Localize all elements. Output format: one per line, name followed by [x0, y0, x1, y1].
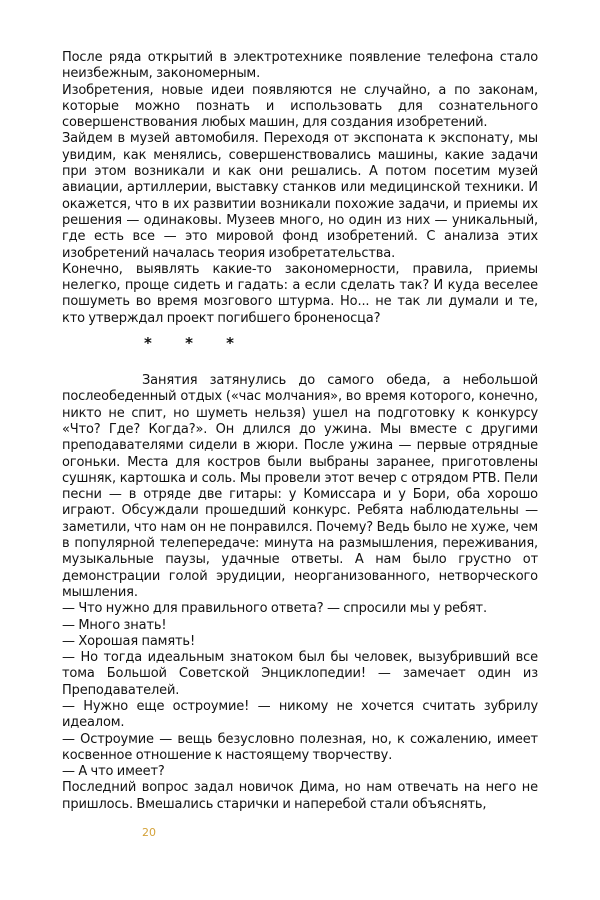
paragraph-inventions: Изобретения, новые идеи появляются не случайно, а по законам, которые можно познать и использовать для сознательного совершенствования любых машин, для создания изобретений.	[62, 82, 538, 131]
dialogue-line: — Много знать!	[62, 617, 167, 633]
dialogue-line: — Остроумие — вещь безусловно полезная, но, к сожалению, имеет косвенное отношение к настоящему творчеству.	[62, 731, 538, 763]
dialogue-line: — Хорошая память!	[62, 633, 196, 649]
paragraph-closing: Последний вопрос задал новичок Дима, но нам отвечать на него не пришлось. Вмешались старички и наперебой стали объяснять,	[62, 780, 538, 812]
dialogue-line: — Но тогда идеальным знатоком был бы человек, вызубривший все тома Большой Советской Энциклопедии! — замечает один из Преподавателей.	[62, 650, 538, 698]
page-body	[62, 50, 538, 813]
page-number: 20	[142, 826, 156, 839]
paragraph-telephone: После ряда открытий в электротехнике появление телефона стало неизбежным, закономерным.	[62, 50, 538, 82]
paragraph-lessons: Занятия затянулись до самого обеда, а небольшой послеобеденный отдых («час молчания», во время которого, конечно, никто не спит, но шуметь нельзя) ушел на подготовку к конкурсу «Что? Где? Когда?». Он длился до ужина. Мы вместе с другими преподавателями сидели в жюри. После ужина — первые отрядные огоньки. Места для костров были выбраны заранее, приготовлены сушняк, картошка и соль. Мы провели этот вечер с отрядом РТВ. Пели песни — в отряде две гитары: у Комиссара и у Бори, оба хорошо играют. Обсуждали прошедший конкурс. Ребята наблюдательны — заметили, что нам он не понравился. Почему? Ведь было не хуже, чем в популярной телепередаче: минута на размышления, переживания, музыкальные паузы, удачные ответы. А нам было грустно от демонстрации голой эрудиции, неорганизованного, нетворческого мышления.	[62, 373, 538, 600]
dialogue-line: — Нужно еще остроумие! — никому не хочется считать зубрилу идеалом.	[62, 698, 538, 731]
dialogue-line: — Что нужно для правильного ответа? — спросили мы у ребят.	[62, 601, 487, 617]
paragraph-museum: Зайдем в музей автомобиля. Переходя от экспоната к экспонату, мы увидим, как менялись, совершенствовались машины, какие задачи при этом возникали и как они решались. А потом посетим музей авиации, артиллерии, выставку станков или медицинской техники. И окажется, что в их развитии возникали похожие задачи, и приемы их решения — одинаковы. Музеев много, но один из них — уникальный, где есть все — это мировой фонд изобретений. С анализа этих изобретений началась теория изобретательства.	[62, 131, 538, 261]
dialogue-line: — А что имеет?	[62, 764, 165, 780]
section-separator: * * *	[144, 334, 248, 353]
paragraph-regularities: Конечно, выявлять какие-то закономерности, правила, приемы нелегко, проще сидеть и гадать: а если сделать так? И куда веселее пошуметь во время мозгового штурма. Но... не так ли думали и те, кто утверждал проект погибшего броненосца?	[62, 261, 538, 326]
